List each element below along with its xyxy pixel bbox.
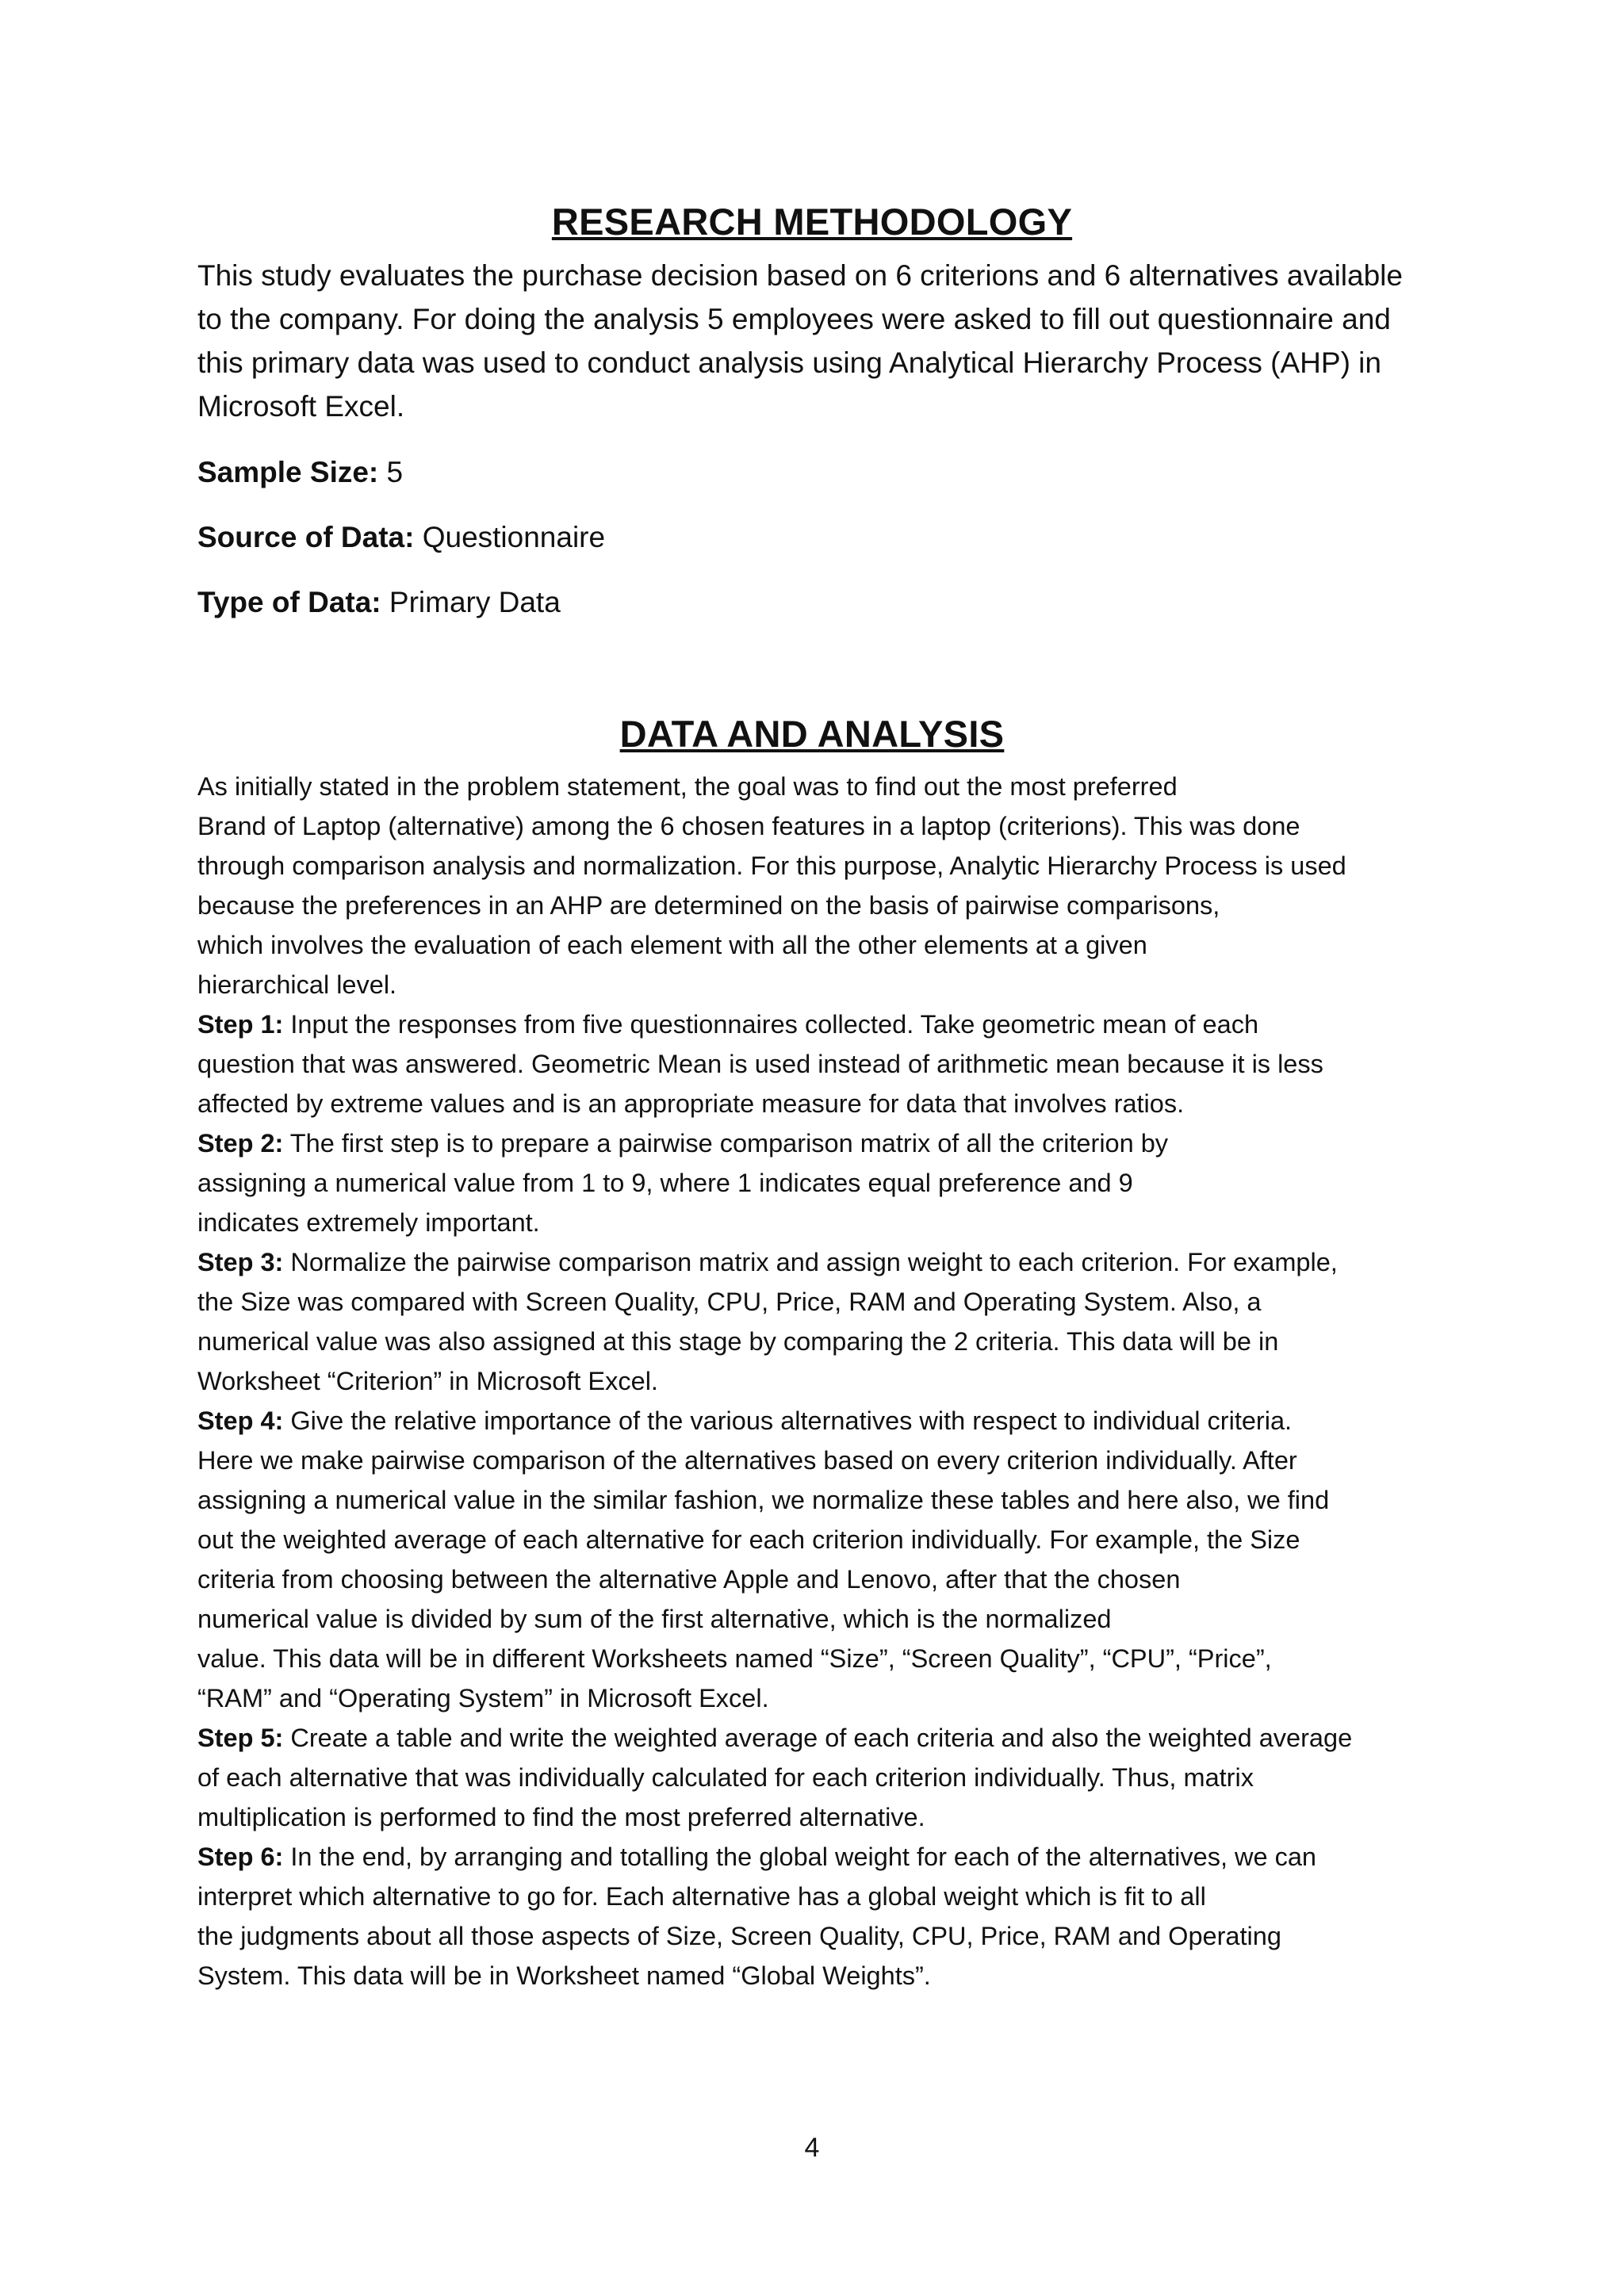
step-line: multiplication is performed to find the most preferred alternative. bbox=[197, 1803, 925, 1831]
paragraph-line: because the preferences in an AHP are determined on the basis of pairwise comparisons, bbox=[197, 891, 1220, 920]
methodology-paragraph bbox=[197, 254, 1466, 428]
paragraph-line: This study evaluates the purchase decision based on 6 criterions and 6 alternatives available bbox=[197, 259, 1403, 292]
step-4-line bbox=[197, 1401, 1466, 1441]
step-2-label: Step 2: bbox=[197, 1129, 284, 1158]
step-1-line bbox=[197, 1004, 1466, 1044]
type-of-data-value: Primary Data bbox=[381, 586, 561, 618]
step-text: Input the responses from five questionnaires collected. Take geometric mean of each bbox=[283, 1010, 1259, 1039]
step-text: The first step is to prepare a pairwise comparison matrix of all the criterion by bbox=[283, 1129, 1169, 1158]
step-2-line bbox=[197, 1123, 1466, 1163]
step-line: affected by extreme values and is an appropriate measure for data that involves ratios. bbox=[197, 1089, 1185, 1118]
section-heading-research-methodology: RESEARCH METHODOLOGY bbox=[551, 201, 1073, 243]
step-3-line bbox=[197, 1242, 1466, 1282]
source-of-data-value: Questionnaire bbox=[414, 521, 606, 553]
step-line: the judgments about all those aspects of Size, Screen Quality, CPU, Price, RAM and Operating bbox=[197, 1922, 1281, 1950]
step-5-label: Step 5: bbox=[197, 1724, 284, 1752]
step-line: numerical value is divided by sum of the first alternative, which is the normalized bbox=[197, 1605, 1112, 1633]
step-line: Here we make pairwise comparison of the alternatives based on every criterion individually. After bbox=[197, 1446, 1297, 1475]
page-number: 4 bbox=[804, 2133, 820, 2163]
step-text: Normalize the pairwise comparison matrix and assign weight to each criterion. For example, bbox=[283, 1248, 1338, 1276]
step-line: question that was answered. Geometric Mean is used instead of arithmetic mean because it is less bbox=[197, 1050, 1323, 1078]
step-line: the Size was compared with Screen Quality, CPU, Price, RAM and Operating System. Also, a bbox=[197, 1288, 1262, 1316]
step-line: assigning a numerical value in the similar fashion, we normalize these tables and here also, we find bbox=[197, 1486, 1330, 1514]
type-of-data-field bbox=[197, 580, 561, 624]
sample-size-field bbox=[197, 450, 403, 494]
step-line: System. This data will be in Worksheet named “Global Weights”. bbox=[197, 1961, 931, 1990]
step-line: of each alternative that was individually calculated for each criterion individually. Thus, matrix bbox=[197, 1763, 1254, 1792]
analysis-body bbox=[197, 767, 1466, 1996]
step-line: assigning a numerical value from 1 to 9, where 1 indicates equal preference and 9 bbox=[197, 1169, 1133, 1197]
step-1-label: Step 1: bbox=[197, 1010, 284, 1039]
section-heading-data-and-analysis: DATA AND ANALYSIS bbox=[619, 713, 1005, 755]
sample-size-label: Sample Size: bbox=[197, 456, 379, 488]
step-5-line bbox=[197, 1718, 1466, 1758]
step-line: out the weighted average of each alternative for each criterion individually. For example, the Size bbox=[197, 1525, 1300, 1554]
step-line: interpret which alternative to go for. Each alternative has a global weight which is fit to all bbox=[197, 1882, 1206, 1911]
step-line: value. This data will be in different Worksheets named “Size”, “Screen Quality”, “CPU”, “Price”, bbox=[197, 1644, 1272, 1673]
step-4-label: Step 4: bbox=[197, 1406, 284, 1435]
step-text: Create a table and write the weighted average of each criteria and also the weighted average bbox=[283, 1724, 1353, 1752]
paragraph-line: through comparison analysis and normalization. For this purpose, Analytic Hierarchy Process is used bbox=[197, 851, 1346, 880]
type-of-data-label: Type of Data: bbox=[197, 586, 381, 618]
paragraph-line: Brand of Laptop (alternative) among the 6 chosen features in a laptop (criterions). This was done bbox=[197, 812, 1300, 840]
paragraph-line: to the company. For doing the analysis 5 employees were asked to fill out questionnaire and bbox=[197, 303, 1391, 335]
source-of-data-field bbox=[197, 515, 605, 559]
step-3-label: Step 3: bbox=[197, 1248, 284, 1276]
step-line: “RAM” and “Operating System” in Microsoft Excel. bbox=[197, 1684, 769, 1712]
step-6-line bbox=[197, 1837, 1466, 1877]
paragraph-line: Microsoft Excel. bbox=[197, 390, 405, 423]
step-text: Give the relative importance of the various alternatives with respect to individual criteria. bbox=[283, 1406, 1293, 1435]
step-text: In the end, by arranging and totalling the global weight for each of the alternatives, we can bbox=[283, 1843, 1317, 1871]
step-line: criteria from choosing between the alternative Apple and Lenovo, after that the chosen bbox=[197, 1565, 1181, 1594]
step-line: Worksheet “Criterion” in Microsoft Excel. bbox=[197, 1367, 658, 1395]
paragraph-line: hierarchical level. bbox=[197, 970, 397, 999]
sample-size-value: 5 bbox=[378, 456, 404, 488]
step-line: indicates extremely important. bbox=[197, 1208, 540, 1237]
source-of-data-label: Source of Data: bbox=[197, 521, 415, 553]
step-line: numerical value was also assigned at this stage by comparing the 2 criteria. This data will be in bbox=[197, 1327, 1279, 1356]
paragraph-line: As initially stated in the problem statement, the goal was to find out the most preferred bbox=[197, 772, 1178, 801]
paragraph-line: this primary data was used to conduct analysis using Analytical Hierarchy Process (AHP) in bbox=[197, 346, 1381, 379]
step-6-label: Step 6: bbox=[197, 1843, 284, 1871]
paragraph-line: which involves the evaluation of each element with all the other elements at a given bbox=[197, 931, 1147, 959]
